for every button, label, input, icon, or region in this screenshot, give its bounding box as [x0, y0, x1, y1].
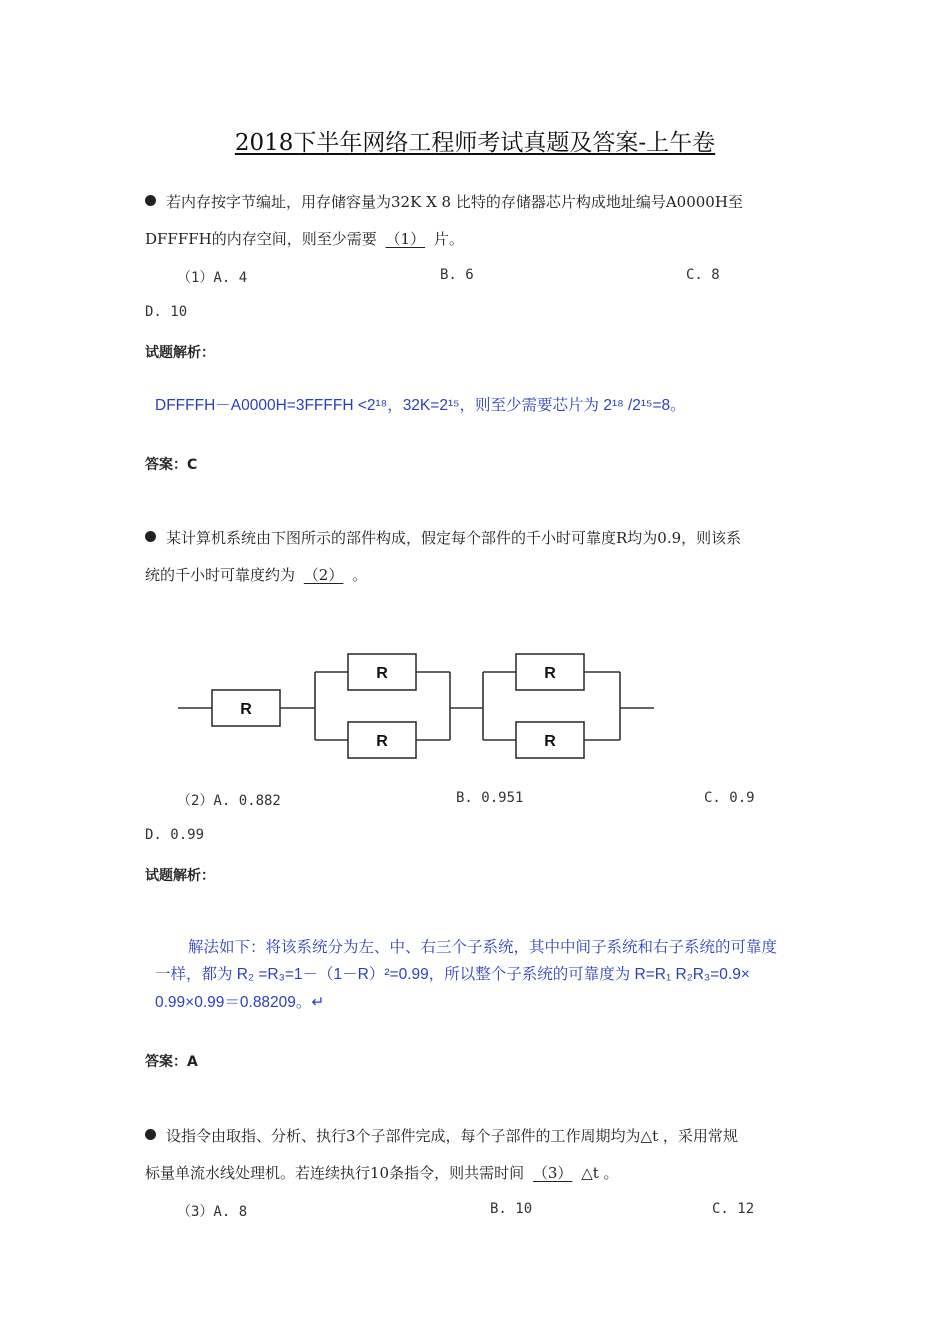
option-2b: B. 0.951 — [456, 790, 524, 806]
question-1-line1 — [145, 191, 743, 212]
question-2-line1 — [145, 527, 741, 548]
reliability-diagram — [170, 640, 670, 770]
answer-blank-3: （3） — [532, 1164, 573, 1182]
option-1d: D. 10 — [145, 304, 188, 320]
analysis-label-2: 试题解析： — [145, 868, 215, 884]
question-2-text-3: 。 — [352, 566, 368, 584]
option-1b: B. 6 — [440, 267, 474, 283]
bullet-icon — [145, 195, 156, 206]
analysis-2-line1: 解法如下：将该系统分为左、中、右三个子系统，其中中间子系统和右子系统的可靠度 — [188, 939, 778, 956]
question-2-line2 — [145, 564, 367, 585]
answer-blank-2: （2） — [303, 566, 344, 584]
component-r-mid-bottom: R — [376, 733, 388, 750]
question-3-text-3: △t 。 — [581, 1164, 619, 1182]
question-3-line2 — [145, 1162, 619, 1183]
option-1a: （1）A. 4 — [177, 270, 248, 286]
question-3-text-2: 标量单流水线处理机。若连续执行10条指令，则共需时间 — [145, 1164, 525, 1182]
question-1-text-2: DFFFFH的内存空间，则至少需要 — [145, 230, 377, 248]
question-2-text: 某计算机系统由下图所示的部件构成，假定每个部件的千小时可靠度R均为0.9，则该系 — [166, 529, 742, 547]
question-1-text: 若内存按字节编址，用存储容量为32K X 8 比特的存储器芯片构成地址编号A0000H至 — [166, 193, 743, 211]
answer-2: 答案：A — [145, 1054, 198, 1070]
answer-blank-1: （1） — [385, 230, 426, 248]
question-1-line2 — [145, 228, 464, 249]
option-3b: B. 10 — [490, 1201, 533, 1217]
option-3c: C. 12 — [712, 1201, 755, 1217]
analysis-2-line3: 0.99×0.99＝0.88209。↵ — [155, 994, 325, 1011]
option-1c: C. 8 — [686, 267, 720, 283]
component-r-mid-top: R — [376, 665, 388, 682]
component-r-left: R — [240, 701, 252, 718]
component-r-right-top: R — [544, 665, 556, 682]
page-title: 2018下半年网络工程师考试真题及答案-上午卷 — [234, 130, 716, 156]
component-r-right-bottom: R — [544, 733, 556, 750]
bullet-icon — [145, 1129, 156, 1140]
question-2-text-2: 统的千小时可靠度约为 — [145, 566, 296, 584]
option-2d: D. 0.99 — [145, 827, 205, 843]
question-1-text-3: 片。 — [433, 230, 464, 248]
option-2a: （2）A. 0.882 — [177, 793, 281, 809]
question-3-text: 设指令由取指、分析、执行3个子部件完成，每个子部件的工作周期均为△t ，采用常规 — [166, 1127, 738, 1145]
option-2c: C. 0.9 — [704, 790, 755, 806]
question-3-line1 — [145, 1125, 738, 1146]
option-3a: （3）A. 8 — [177, 1204, 248, 1220]
answer-1: 答案：C — [145, 457, 198, 473]
bullet-icon — [145, 531, 156, 542]
analysis-2-line2: 一样，都为 R₂ =R₃=1－（1－R）²=0.99，所以整个子系统的可靠度为 R=R₁ R₂R₃=0.9× — [155, 966, 750, 983]
analysis-label-1: 试题解析： — [145, 345, 215, 361]
analysis-1: DFFFFH－A0000H=3FFFFH <2¹⁸，32K=2¹⁵，则至少需要芯片为 2¹⁸ /2¹⁵=8。 — [155, 397, 686, 414]
